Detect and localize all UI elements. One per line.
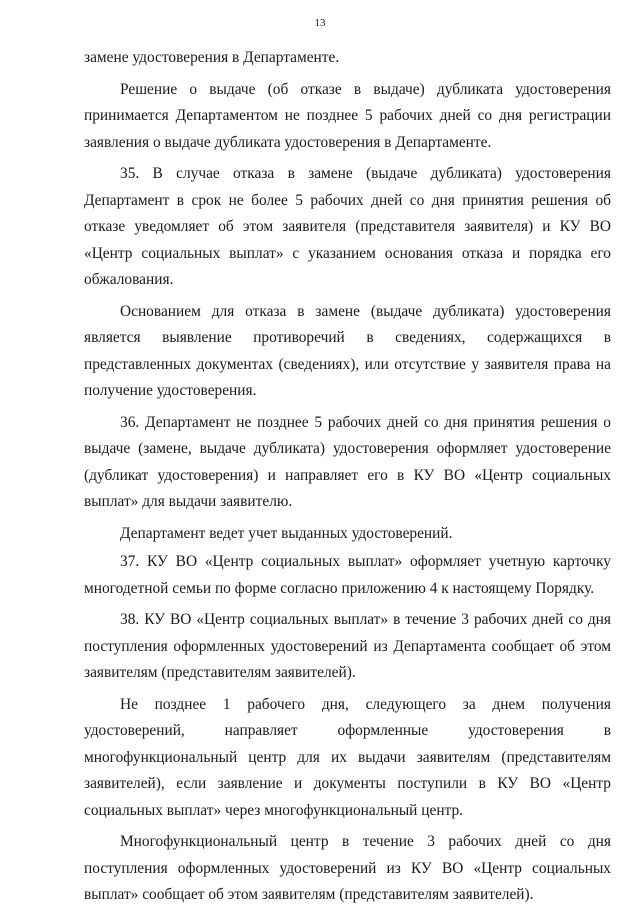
paragraph-item-38: 38. КУ ВО «Центр социальных выплат» в течение 3 рабочих дней со дня поступления оформленных удостоверений из Департамента сообщает об этом заявителям (представителям заявителей). <box>84 611 611 681</box>
paragraph-continuation: замене удостоверения в Департаменте. <box>84 49 340 66</box>
paragraph-registry: Департамент ведет учет выданных удостоверений. <box>120 524 453 542</box>
paragraph-refusal-grounds: Основанием для отказа в замене (выдаче дубликата) удостоверения является выявление противоречий в сведениях, содержащихся в представленных документах (сведениях), или отсутствие у заявителя права на получение удостоверения. <box>84 302 611 399</box>
paragraph-mfc-transfer: Не позднее 1 рабочего дня, следующего за днем получения удостоверений, направляет оформленные удостоверения в многофункциональный центр для их выдачи заявителям (представителям заявителей), если заявление и документы поступили в КУ ВО «Центр социальных выплат» через многофункциональный центр. <box>84 695 611 819</box>
document-body <box>84 45 611 914</box>
paragraph-mfc-notification: Многофункциональный центр в течение 3 рабочих дней со дня поступления оформленных удостоверений из КУ ВО «Центр социальных выплат» сообщает об этом заявителям (представителям заявителей). <box>84 833 611 903</box>
paragraph-item-35: 35. В случае отказа в замене (выдаче дубликата) удостоверения Департамент в срок не более 5 рабочих дней со дня принятия решения об отказе уведомляет об этом заявителя (представителя заявителя) и КУ ВО «Центр социальных выплат» с указанием основания отказа и порядка его обжалования. <box>84 165 611 288</box>
paragraph-item-37: 37. КУ ВО «Центр социальных выплат» оформляет учетную карточку многодетной семьи по форме согласно приложению 4 к настоящему Порядку. <box>84 553 611 597</box>
page-number: 13 <box>314 17 326 29</box>
paragraph-item-36: 36. Департамент не позднее 5 рабочих дней со дня принятия решения о выдаче (замене, выдаче дубликата) удостоверения оформляет удостоверение (дубликат удостоверения) и направляет его в КУ ВО «Центр социальных выплат» для выдачи заявителю. <box>84 413 611 510</box>
paragraph-duplicate-decision: Решение о выдаче (об отказе в выдаче) дубликата удостоверения принимается Департаментом не позднее 5 рабочих дней со дня регистрации заявления о выдаче дубликата удостоверения в Департаменте. <box>84 80 611 151</box>
